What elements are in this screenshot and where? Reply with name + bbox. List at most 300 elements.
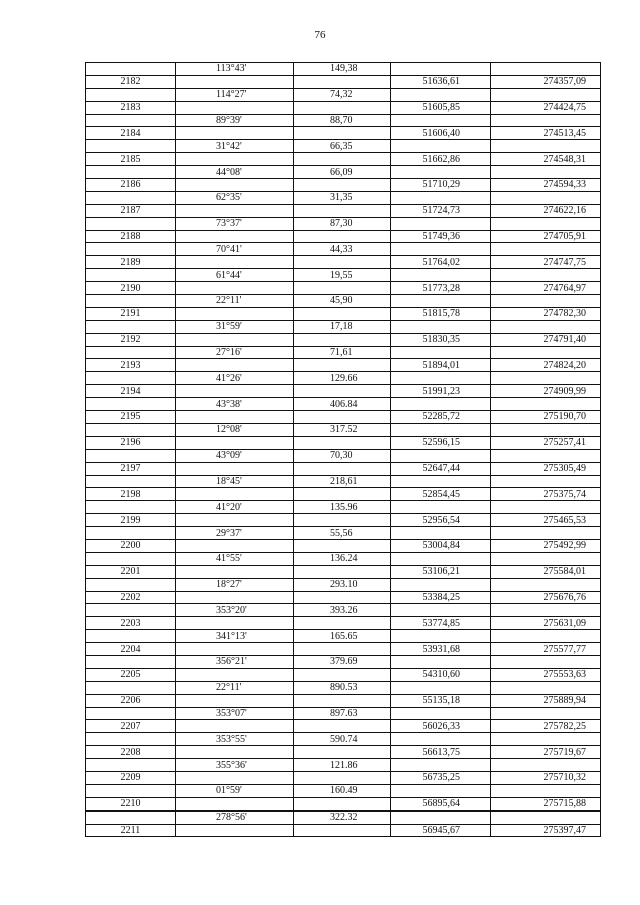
point-number-cell: 2196 bbox=[86, 436, 176, 449]
table-row-segment bbox=[86, 630, 601, 643]
table-row-point bbox=[86, 643, 601, 656]
point-number-cell: 2211 bbox=[86, 824, 176, 837]
y-coordinate-cell bbox=[491, 527, 601, 540]
x-coordinate-cell: 51773,28 bbox=[391, 282, 491, 295]
direction-angle-cell bbox=[176, 359, 294, 372]
table-row-point bbox=[86, 617, 601, 630]
x-coordinate-cell bbox=[391, 243, 491, 256]
point-number-cell bbox=[86, 398, 176, 411]
y-coordinate-cell: 275889,94 bbox=[491, 694, 601, 707]
y-coordinate-cell: 275492,99 bbox=[491, 539, 601, 552]
point-number-cell: 2183 bbox=[86, 101, 176, 114]
direction-angle-cell bbox=[176, 488, 294, 501]
y-coordinate-cell: 275719,67 bbox=[491, 746, 601, 759]
x-coordinate-cell: 53004,84 bbox=[391, 539, 491, 552]
x-coordinate-cell: 56895,64 bbox=[391, 797, 491, 810]
table-row-segment bbox=[86, 346, 601, 359]
segment-length-cell bbox=[294, 179, 391, 192]
direction-angle-cell: 61°44' bbox=[176, 269, 294, 282]
y-coordinate-cell: 275397,47 bbox=[491, 824, 601, 837]
x-coordinate-cell bbox=[391, 114, 491, 127]
table-row-point bbox=[86, 385, 601, 398]
direction-angle-cell: 41°55' bbox=[176, 552, 294, 565]
direction-angle-cell bbox=[176, 75, 294, 88]
segment-length-cell bbox=[294, 668, 391, 681]
y-coordinate-cell: 275553,63 bbox=[491, 668, 601, 681]
table-row-point bbox=[86, 101, 601, 114]
table-row-segment bbox=[86, 217, 601, 230]
point-number-cell bbox=[86, 501, 176, 514]
point-number-cell bbox=[86, 552, 176, 565]
point-number-cell: 2195 bbox=[86, 411, 176, 424]
direction-angle-cell: 353°20' bbox=[176, 604, 294, 617]
x-coordinate-cell: 54310,60 bbox=[391, 668, 491, 681]
segment-length-cell bbox=[294, 359, 391, 372]
point-number-cell bbox=[86, 423, 176, 436]
direction-angle-cell: 62°35' bbox=[176, 191, 294, 204]
y-coordinate-cell bbox=[491, 630, 601, 643]
point-number-cell: 2182 bbox=[86, 75, 176, 88]
segment-length-cell: 590.74 bbox=[294, 733, 391, 746]
direction-angle-cell: 22°11' bbox=[176, 295, 294, 308]
point-number-cell bbox=[86, 811, 176, 824]
direction-angle-cell: 341°13' bbox=[176, 630, 294, 643]
direction-angle-cell: 353°07' bbox=[176, 707, 294, 720]
direction-angle-cell: 27°16' bbox=[176, 346, 294, 359]
segment-length-cell bbox=[294, 282, 391, 295]
y-coordinate-cell bbox=[491, 191, 601, 204]
direction-angle-cell bbox=[176, 101, 294, 114]
y-coordinate-cell: 275257,41 bbox=[491, 436, 601, 449]
segment-length-cell bbox=[294, 153, 391, 166]
x-coordinate-cell bbox=[391, 681, 491, 694]
y-coordinate-cell bbox=[491, 372, 601, 385]
x-coordinate-cell: 51991,23 bbox=[391, 385, 491, 398]
y-coordinate-cell: 274548,31 bbox=[491, 153, 601, 166]
table-row-segment bbox=[86, 475, 601, 488]
segment-length-cell: 87,30 bbox=[294, 217, 391, 230]
direction-angle-cell bbox=[176, 668, 294, 681]
point-number-cell: 2205 bbox=[86, 668, 176, 681]
table-row-segment bbox=[86, 707, 601, 720]
segment-length-cell: 393.26 bbox=[294, 604, 391, 617]
segment-length-cell: 165.65 bbox=[294, 630, 391, 643]
table-row-point bbox=[86, 75, 601, 88]
segment-length-cell: 70,30 bbox=[294, 449, 391, 462]
y-coordinate-cell: 274357,09 bbox=[491, 75, 601, 88]
x-coordinate-cell bbox=[391, 578, 491, 591]
table-row-point bbox=[86, 824, 601, 837]
segment-length-cell: 136.24 bbox=[294, 552, 391, 565]
segment-length-cell bbox=[294, 617, 391, 630]
x-coordinate-cell bbox=[391, 449, 491, 462]
x-coordinate-cell bbox=[391, 733, 491, 746]
table-row-segment bbox=[86, 269, 601, 282]
y-coordinate-cell: 275305,49 bbox=[491, 462, 601, 475]
point-number-cell: 2200 bbox=[86, 539, 176, 552]
table-row-segment bbox=[86, 63, 601, 76]
coordinates-table bbox=[85, 62, 601, 837]
point-number-cell bbox=[86, 372, 176, 385]
table-body bbox=[86, 63, 601, 837]
y-coordinate-cell bbox=[491, 398, 601, 411]
direction-angle-cell bbox=[176, 771, 294, 784]
point-number-cell bbox=[86, 527, 176, 540]
table-row-segment bbox=[86, 604, 601, 617]
point-number-cell: 2191 bbox=[86, 307, 176, 320]
direction-angle-cell bbox=[176, 230, 294, 243]
x-coordinate-cell: 53384,25 bbox=[391, 591, 491, 604]
y-coordinate-cell: 275782,25 bbox=[491, 720, 601, 733]
segment-length-cell: 379.69 bbox=[294, 655, 391, 668]
table-row-segment bbox=[86, 243, 601, 256]
direction-angle-cell bbox=[176, 282, 294, 295]
y-coordinate-cell: 275465,53 bbox=[491, 514, 601, 527]
table-row-segment bbox=[86, 655, 601, 668]
x-coordinate-cell: 52647,44 bbox=[391, 462, 491, 475]
y-coordinate-cell: 274764,97 bbox=[491, 282, 601, 295]
table-row-segment bbox=[86, 398, 601, 411]
y-coordinate-cell: 275631,09 bbox=[491, 617, 601, 630]
table-row-segment bbox=[86, 295, 601, 308]
y-coordinate-cell: 275375,74 bbox=[491, 488, 601, 501]
point-number-cell bbox=[86, 707, 176, 720]
x-coordinate-cell bbox=[391, 372, 491, 385]
point-number-cell bbox=[86, 759, 176, 772]
segment-length-cell: 45,90 bbox=[294, 295, 391, 308]
point-number-cell: 2187 bbox=[86, 204, 176, 217]
direction-angle-cell: 22°11' bbox=[176, 681, 294, 694]
table-row-point bbox=[86, 436, 601, 449]
direction-angle-cell: 44°08' bbox=[176, 166, 294, 179]
direction-angle-cell: 353°55' bbox=[176, 733, 294, 746]
x-coordinate-cell bbox=[391, 217, 491, 230]
table-row-segment bbox=[86, 733, 601, 746]
segment-length-cell bbox=[294, 591, 391, 604]
y-coordinate-cell: 274424,75 bbox=[491, 101, 601, 114]
y-coordinate-cell: 275715,88 bbox=[491, 797, 601, 810]
segment-length-cell: 218,61 bbox=[294, 475, 391, 488]
table-row-point bbox=[86, 694, 601, 707]
point-number-cell bbox=[86, 243, 176, 256]
segment-length-cell bbox=[294, 514, 391, 527]
point-number-cell bbox=[86, 733, 176, 746]
point-number-cell bbox=[86, 578, 176, 591]
y-coordinate-cell bbox=[491, 552, 601, 565]
table-row-point bbox=[86, 256, 601, 269]
x-coordinate-cell: 56026,33 bbox=[391, 720, 491, 733]
y-coordinate-cell bbox=[491, 295, 601, 308]
point-number-cell: 2202 bbox=[86, 591, 176, 604]
y-coordinate-cell bbox=[491, 733, 601, 746]
segment-length-cell bbox=[294, 256, 391, 269]
direction-angle-cell: 278°56' bbox=[176, 811, 294, 824]
y-coordinate-cell bbox=[491, 449, 601, 462]
table-row-point bbox=[86, 514, 601, 527]
segment-length-cell bbox=[294, 539, 391, 552]
y-coordinate-cell: 274782,30 bbox=[491, 307, 601, 320]
table-row-segment bbox=[86, 811, 601, 824]
direction-angle-cell: 70°41' bbox=[176, 243, 294, 256]
table-row-segment bbox=[86, 423, 601, 436]
table-row-point bbox=[86, 127, 601, 140]
direction-angle-cell bbox=[176, 385, 294, 398]
segment-length-cell bbox=[294, 643, 391, 656]
table-row-point bbox=[86, 668, 601, 681]
y-coordinate-cell bbox=[491, 655, 601, 668]
point-number-cell: 2189 bbox=[86, 256, 176, 269]
point-number-cell: 2209 bbox=[86, 771, 176, 784]
direction-angle-cell: 12°08' bbox=[176, 423, 294, 436]
segment-length-cell: 71,61 bbox=[294, 346, 391, 359]
table-row-point bbox=[86, 333, 601, 346]
point-number-cell bbox=[86, 630, 176, 643]
direction-angle-cell: 356°21' bbox=[176, 655, 294, 668]
table-row-point bbox=[86, 153, 601, 166]
x-coordinate-cell: 56945,67 bbox=[391, 824, 491, 837]
table-row-point bbox=[86, 565, 601, 578]
segment-length-cell bbox=[294, 797, 391, 810]
y-coordinate-cell: 274513,45 bbox=[491, 127, 601, 140]
direction-angle-cell bbox=[176, 462, 294, 475]
x-coordinate-cell: 52854,45 bbox=[391, 488, 491, 501]
y-coordinate-cell bbox=[491, 320, 601, 333]
x-coordinate-cell: 51749,36 bbox=[391, 230, 491, 243]
point-number-cell bbox=[86, 217, 176, 230]
x-coordinate-cell: 53774,85 bbox=[391, 617, 491, 630]
table-row-point bbox=[86, 797, 601, 810]
x-coordinate-cell: 51636,61 bbox=[391, 75, 491, 88]
segment-length-cell bbox=[294, 436, 391, 449]
table-row-segment bbox=[86, 784, 601, 797]
segment-length-cell bbox=[294, 230, 391, 243]
x-coordinate-cell: 55135,18 bbox=[391, 694, 491, 707]
y-coordinate-cell: 275676,76 bbox=[491, 591, 601, 604]
direction-angle-cell bbox=[176, 720, 294, 733]
table-row-segment bbox=[86, 320, 601, 333]
y-coordinate-cell: 275577,77 bbox=[491, 643, 601, 656]
direction-angle-cell: 41°26' bbox=[176, 372, 294, 385]
x-coordinate-cell: 56735,25 bbox=[391, 771, 491, 784]
direction-angle-cell: 355°36' bbox=[176, 759, 294, 772]
point-number-cell bbox=[86, 63, 176, 76]
x-coordinate-cell bbox=[391, 88, 491, 101]
direction-angle-cell bbox=[176, 746, 294, 759]
point-number-cell bbox=[86, 320, 176, 333]
table-row-segment bbox=[86, 372, 601, 385]
x-coordinate-cell bbox=[391, 707, 491, 720]
segment-length-cell: 66,09 bbox=[294, 166, 391, 179]
y-coordinate-cell: 274791,40 bbox=[491, 333, 601, 346]
direction-angle-cell: 43°38' bbox=[176, 398, 294, 411]
segment-length-cell: 135.96 bbox=[294, 501, 391, 514]
x-coordinate-cell bbox=[391, 140, 491, 153]
direction-angle-cell bbox=[176, 539, 294, 552]
segment-length-cell bbox=[294, 694, 391, 707]
y-coordinate-cell: 274909,99 bbox=[491, 385, 601, 398]
table-row-point bbox=[86, 462, 601, 475]
segment-length-cell: 19,55 bbox=[294, 269, 391, 282]
point-number-cell: 2207 bbox=[86, 720, 176, 733]
segment-length-cell: 74,32 bbox=[294, 88, 391, 101]
segment-length-cell: 88,70 bbox=[294, 114, 391, 127]
x-coordinate-cell bbox=[391, 295, 491, 308]
y-coordinate-cell: 274824,20 bbox=[491, 359, 601, 372]
x-coordinate-cell bbox=[391, 655, 491, 668]
direction-angle-cell bbox=[176, 127, 294, 140]
x-coordinate-cell bbox=[391, 604, 491, 617]
point-number-cell bbox=[86, 655, 176, 668]
point-number-cell: 2201 bbox=[86, 565, 176, 578]
point-number-cell: 2208 bbox=[86, 746, 176, 759]
segment-length-cell bbox=[294, 565, 391, 578]
point-number-cell: 2203 bbox=[86, 617, 176, 630]
y-coordinate-cell: 275584,01 bbox=[491, 565, 601, 578]
direction-angle-cell bbox=[176, 411, 294, 424]
table-row-segment bbox=[86, 759, 601, 772]
segment-length-cell: 890.53 bbox=[294, 681, 391, 694]
segment-length-cell bbox=[294, 127, 391, 140]
segment-length-cell: 293.10 bbox=[294, 578, 391, 591]
x-coordinate-cell bbox=[391, 527, 491, 540]
point-number-cell bbox=[86, 681, 176, 694]
direction-angle-cell bbox=[176, 333, 294, 346]
y-coordinate-cell: 274747,75 bbox=[491, 256, 601, 269]
y-coordinate-cell bbox=[491, 63, 601, 76]
table-row-segment bbox=[86, 166, 601, 179]
point-number-cell: 2194 bbox=[86, 385, 176, 398]
table-row-point bbox=[86, 204, 601, 217]
direction-angle-cell bbox=[176, 617, 294, 630]
y-coordinate-cell bbox=[491, 811, 601, 824]
y-coordinate-cell bbox=[491, 140, 601, 153]
direction-angle-cell: 43°09' bbox=[176, 449, 294, 462]
direction-angle-cell bbox=[176, 307, 294, 320]
table-row-point bbox=[86, 179, 601, 192]
y-coordinate-cell: 275710,32 bbox=[491, 771, 601, 784]
point-number-cell: 2204 bbox=[86, 643, 176, 656]
point-number-cell: 2197 bbox=[86, 462, 176, 475]
table-row-segment bbox=[86, 527, 601, 540]
point-number-cell bbox=[86, 449, 176, 462]
segment-length-cell bbox=[294, 488, 391, 501]
table-row-point bbox=[86, 282, 601, 295]
direction-angle-cell bbox=[176, 694, 294, 707]
table-row-segment bbox=[86, 449, 601, 462]
table-row-segment bbox=[86, 578, 601, 591]
direction-angle-cell: 113°43' bbox=[176, 63, 294, 76]
x-coordinate-cell: 51724,73 bbox=[391, 204, 491, 217]
x-coordinate-cell: 51815,78 bbox=[391, 307, 491, 320]
segment-length-cell bbox=[294, 746, 391, 759]
point-number-cell: 2185 bbox=[86, 153, 176, 166]
direction-angle-cell: 73°37' bbox=[176, 217, 294, 230]
point-number-cell: 2184 bbox=[86, 127, 176, 140]
point-number-cell bbox=[86, 475, 176, 488]
point-number-cell bbox=[86, 191, 176, 204]
segment-length-cell bbox=[294, 307, 391, 320]
segment-length-cell: 129.66 bbox=[294, 372, 391, 385]
x-coordinate-cell: 53106,21 bbox=[391, 565, 491, 578]
direction-angle-cell: 29°37' bbox=[176, 527, 294, 540]
segment-length-cell: 322.32 bbox=[294, 811, 391, 824]
point-number-cell: 2192 bbox=[86, 333, 176, 346]
y-coordinate-cell bbox=[491, 475, 601, 488]
x-coordinate-cell: 56613,75 bbox=[391, 746, 491, 759]
segment-length-cell: 44,33 bbox=[294, 243, 391, 256]
x-coordinate-cell bbox=[391, 759, 491, 772]
x-coordinate-cell: 51894,01 bbox=[391, 359, 491, 372]
x-coordinate-cell bbox=[391, 398, 491, 411]
segment-length-cell bbox=[294, 720, 391, 733]
direction-angle-cell bbox=[176, 256, 294, 269]
point-number-cell bbox=[86, 784, 176, 797]
point-number-cell bbox=[86, 114, 176, 127]
x-coordinate-cell: 51662,86 bbox=[391, 153, 491, 166]
direction-angle-cell bbox=[176, 514, 294, 527]
point-number-cell: 2186 bbox=[86, 179, 176, 192]
table-row-segment bbox=[86, 191, 601, 204]
y-coordinate-cell bbox=[491, 217, 601, 230]
x-coordinate-cell: 52956,54 bbox=[391, 514, 491, 527]
segment-length-cell: 55,56 bbox=[294, 527, 391, 540]
direction-angle-cell: 114°27' bbox=[176, 88, 294, 101]
direction-angle-cell bbox=[176, 824, 294, 837]
y-coordinate-cell bbox=[491, 346, 601, 359]
x-coordinate-cell bbox=[391, 552, 491, 565]
y-coordinate-cell bbox=[491, 501, 601, 514]
x-coordinate-cell: 51710,29 bbox=[391, 179, 491, 192]
point-number-cell: 2206 bbox=[86, 694, 176, 707]
segment-length-cell bbox=[294, 101, 391, 114]
direction-angle-cell: 31°42' bbox=[176, 140, 294, 153]
x-coordinate-cell: 51605,85 bbox=[391, 101, 491, 114]
table-row-segment bbox=[86, 501, 601, 514]
x-coordinate-cell bbox=[391, 784, 491, 797]
segment-length-cell bbox=[294, 411, 391, 424]
x-coordinate-cell bbox=[391, 501, 491, 514]
segment-length-cell bbox=[294, 333, 391, 346]
x-coordinate-cell: 53931,68 bbox=[391, 643, 491, 656]
y-coordinate-cell: 274594,33 bbox=[491, 179, 601, 192]
x-coordinate-cell bbox=[391, 269, 491, 282]
x-coordinate-cell: 51764,02 bbox=[391, 256, 491, 269]
table-row-point bbox=[86, 488, 601, 501]
segment-length-cell bbox=[294, 204, 391, 217]
direction-angle-cell: 31°59' bbox=[176, 320, 294, 333]
point-number-cell bbox=[86, 140, 176, 153]
y-coordinate-cell: 274622,16 bbox=[491, 204, 601, 217]
segment-length-cell bbox=[294, 462, 391, 475]
segment-length-cell bbox=[294, 824, 391, 837]
segment-length-cell: 160.49 bbox=[294, 784, 391, 797]
x-coordinate-cell bbox=[391, 811, 491, 824]
direction-angle-cell bbox=[176, 797, 294, 810]
direction-angle-cell: 01°59' bbox=[176, 784, 294, 797]
table-row-segment bbox=[86, 140, 601, 153]
y-coordinate-cell bbox=[491, 423, 601, 436]
segment-length-cell bbox=[294, 385, 391, 398]
direction-angle-cell bbox=[176, 179, 294, 192]
point-number-cell bbox=[86, 166, 176, 179]
segment-length-cell bbox=[294, 75, 391, 88]
table-row-point bbox=[86, 539, 601, 552]
x-coordinate-cell: 52285,72 bbox=[391, 411, 491, 424]
table-row-segment bbox=[86, 114, 601, 127]
x-coordinate-cell: 52596,15 bbox=[391, 436, 491, 449]
table-row-point bbox=[86, 359, 601, 372]
segment-length-cell: 897.63 bbox=[294, 707, 391, 720]
